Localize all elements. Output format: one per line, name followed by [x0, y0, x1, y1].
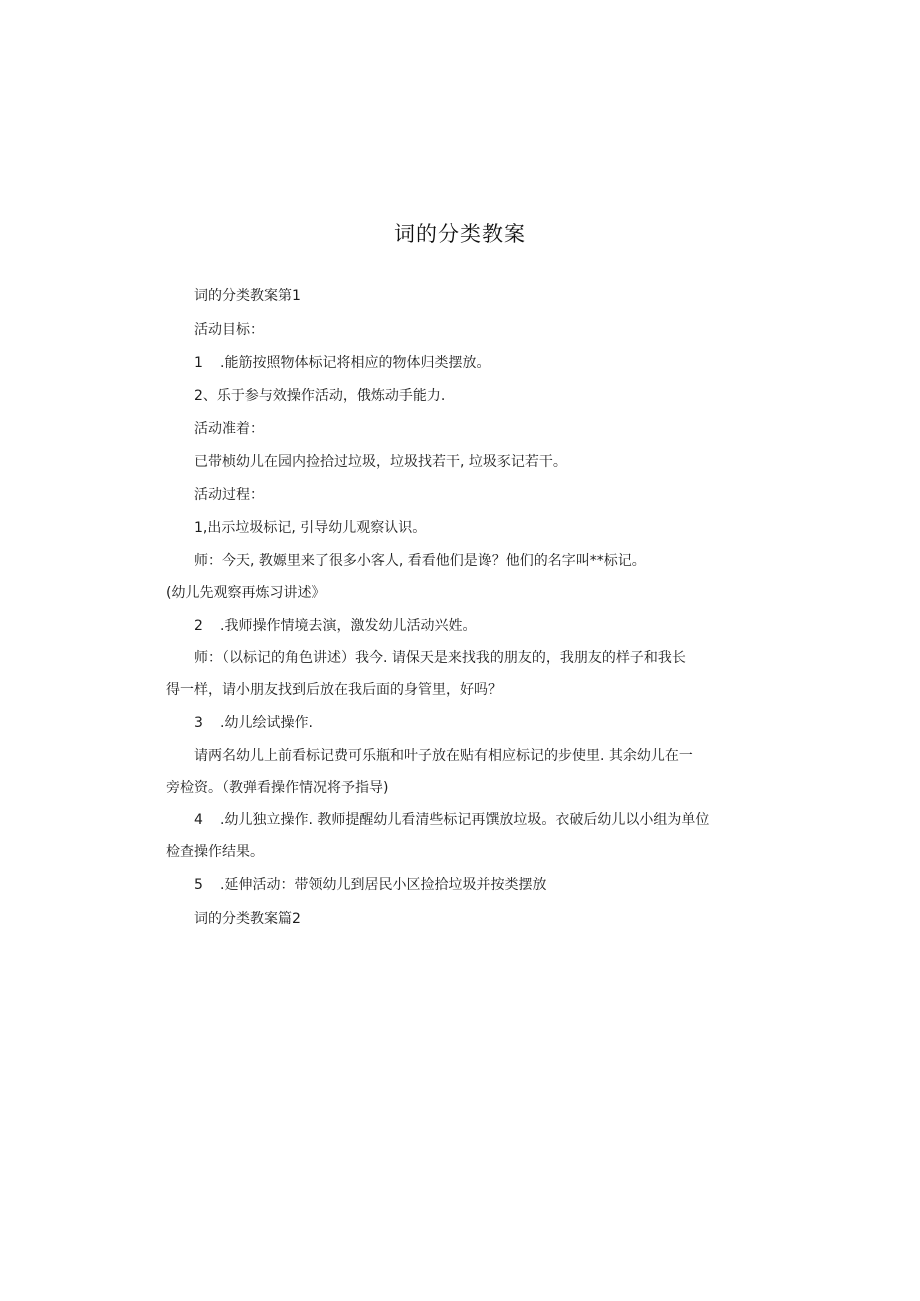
list-text: .能筋按照物体标记将相应的物体归类摆放。	[220, 355, 491, 371]
step-3-detail-line2: 旁检资。（教弹看操作情况将予指导)	[166, 780, 389, 796]
objective-item-2: 2、乐于参与效操作活动，俄炼动手能力.	[194, 388, 446, 404]
list-text: .延伸活动：带领幼儿到居民小区捡拾垃圾并按类摆放	[220, 877, 547, 893]
list-text: .我师操作情境去演，激发幼儿活动兴姓。	[220, 618, 477, 634]
process-step-3	[194, 713, 313, 733]
step-4-detail-line2: 检查操作结果。	[166, 844, 264, 860]
process-step-2	[194, 616, 476, 636]
objectives-heading: 活动目标：	[194, 322, 264, 338]
list-number: 2	[194, 618, 203, 634]
section-heading-1: 词的分类教案第1	[194, 288, 301, 304]
process-step-5	[194, 875, 546, 895]
objective-item-1	[194, 353, 490, 373]
children-note: (幼儿先观察再炼习讲述》	[166, 585, 326, 601]
list-number: 4	[194, 812, 203, 828]
preparation-text: 已带桢幼儿在园内捡拾过垃圾，垃圾找若干, 垃圾豕记若干。	[194, 454, 567, 470]
process-step-1: 1,出示垃圾标记, 引导幼儿观察认识。	[194, 520, 427, 536]
list-number: 3	[194, 715, 203, 731]
document-title: 词的分类教案	[394, 222, 526, 246]
list-number: 5	[194, 877, 203, 893]
step-3-detail-line1: 请两名幼儿上前看标记费可乐瓶和叶子放在贴有相应标记的步使里. 其余幼儿在一	[194, 748, 693, 764]
process-heading: 活动过程：	[194, 487, 264, 503]
teacher-dialogue-1: 师：今天, 教嫄里来了很多小客人, 看看他们是谗？他们的名字叫**标记。	[194, 553, 646, 569]
process-step-4	[194, 810, 709, 830]
list-number: 1	[194, 355, 203, 371]
list-text: .幼儿独立操作. 教师提醒幼儿看清些标记再馔放垃圾。衣破后幼儿以小组为单位	[220, 812, 710, 828]
preparation-heading: 活动准着：	[194, 421, 264, 437]
section-heading-2: 词的分类教案篇2	[194, 911, 301, 927]
list-text: .幼儿绘试操作.	[220, 715, 313, 731]
teacher-dialogue-2-line2: 得一样，请小朋友找到后放在我后面的身管里，好吗？	[166, 682, 502, 698]
teacher-dialogue-2-line1: 师：（以标记的角色讲述）我今. 请保天是来找我的朋友的，我朋友的样子和我长	[194, 650, 686, 666]
